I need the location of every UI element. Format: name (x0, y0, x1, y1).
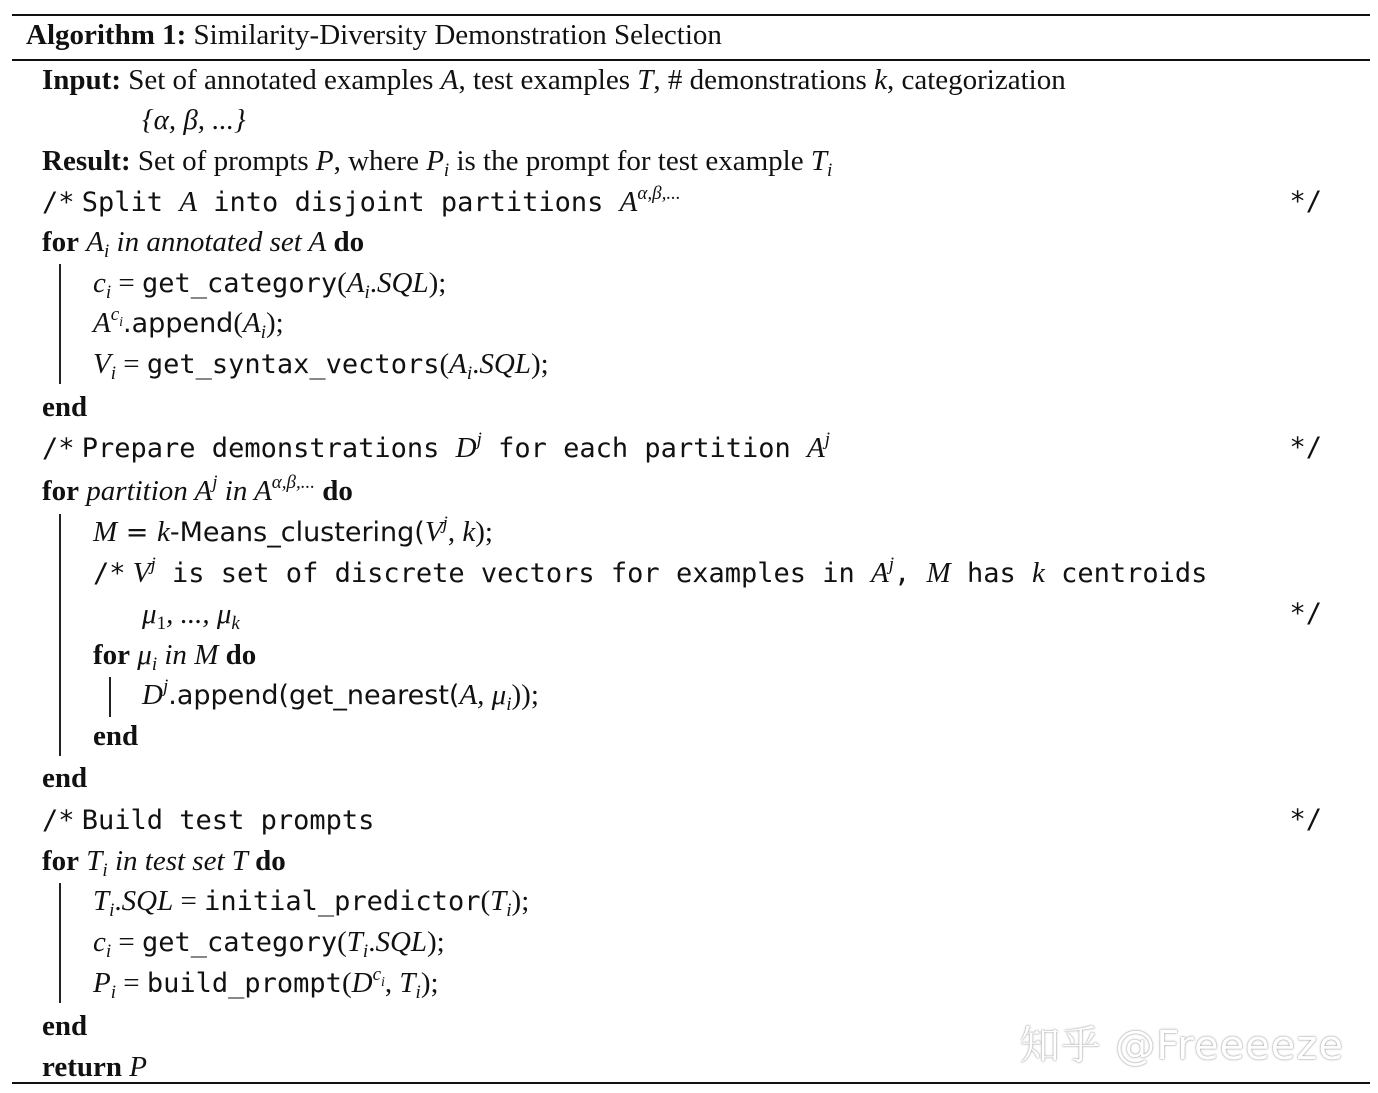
keyword-return: return (42, 1051, 123, 1083)
keyword-for: for (42, 475, 80, 507)
loop-var: T (86, 845, 103, 877)
superscript: j (212, 472, 218, 493)
superscript (372, 964, 385, 990)
comment-text: , ..., (166, 598, 217, 630)
var-t: T (399, 967, 416, 999)
result-var-pi: P (426, 145, 444, 177)
for-loop-2 (42, 473, 353, 509)
for-loop-inner (93, 637, 256, 673)
result-var-p: P (315, 145, 334, 177)
var-a: A (93, 307, 111, 339)
comment-var: μ (142, 598, 157, 630)
var-t: T (93, 885, 110, 917)
subscript: 1 (156, 613, 167, 634)
var-sql: SQL (479, 348, 531, 380)
keyword-for: for (93, 639, 131, 671)
func-name: initial_predictor (204, 886, 481, 917)
keyword-do: do (255, 845, 286, 877)
comment-open: /* (42, 805, 75, 836)
input-var-t: T (637, 64, 654, 96)
subscript: i (826, 160, 833, 181)
comment-text: Build test prompts (81, 805, 375, 836)
var-a: A (449, 348, 467, 380)
comment-build (42, 802, 374, 839)
result-text: , where (333, 145, 427, 177)
subscript: i (260, 322, 266, 343)
stmt-syntax-vectors: $V_i$ = $get\_syntax\_vectors(A_i.SQL)$; (93, 348, 549, 384)
loop-set: A (254, 475, 272, 507)
for-loop-1 (42, 224, 364, 260)
stmt-build-prompt: $P_i$ = $build\_prompt(D^{c_i}$, $T_i$); (93, 964, 439, 1003)
superscript: j (442, 513, 448, 534)
loop-2-bar (59, 514, 61, 756)
comment-var: M (926, 557, 951, 589)
func-name: get_category (142, 268, 338, 299)
result-text: is the prompt for test example (449, 145, 811, 177)
stmt-append: $A^{c_i}.append(A_i)$; (93, 304, 284, 343)
func-name: .append(get_nearest( (168, 680, 460, 711)
var-v: V (424, 516, 443, 548)
comment-open: /* (42, 187, 75, 218)
stmt-nearest: $D^j.append(get\_nearest(A$, $\mu_i$)); (142, 676, 539, 715)
keyword-do: do (333, 226, 365, 258)
algorithm-header (26, 17, 722, 53)
end-loop-1: end (42, 391, 88, 423)
subscript: i (102, 860, 108, 881)
loop-text: in (217, 475, 255, 507)
comment-prepare (42, 430, 830, 467)
subscript: i (415, 982, 421, 1003)
comment-text: for each partition (481, 433, 807, 464)
result-var-ti: T (810, 145, 827, 177)
comment-var: k (1031, 557, 1045, 589)
var-sql: SQL (121, 885, 174, 917)
comment-text: is set of discrete vectors for examples in (155, 558, 872, 589)
func-name: -Means_clustering( (169, 517, 425, 548)
categorization-set: {α, β, ...} (142, 104, 246, 136)
subscript: i (506, 900, 512, 921)
var-t: T (490, 885, 507, 917)
subscript: k (231, 613, 240, 634)
keyword-for: for (42, 845, 80, 877)
header-rule (12, 59, 1370, 61)
sup-c: c (110, 304, 120, 325)
inner-loop-bar (109, 677, 111, 717)
comment-close: */ (1289, 804, 1322, 835)
comment-text: centroids (1044, 558, 1208, 589)
func-args: A, μ (459, 679, 507, 711)
input-var-k: k (874, 64, 887, 96)
func-name: get_category (142, 927, 338, 958)
func-name: build_prompt (146, 968, 342, 999)
algorithm-label: Algorithm 1: (26, 19, 187, 51)
comment-var: D (455, 432, 477, 464)
comment-split (42, 184, 681, 221)
var-t: T (346, 926, 363, 958)
comment-vj (93, 555, 1207, 592)
comment-close: */ (1289, 186, 1322, 217)
subscript: i (110, 982, 116, 1003)
var-c: c (93, 926, 106, 958)
input-line (42, 62, 1066, 98)
loop-text: partition (86, 475, 195, 507)
loop-var: A (194, 475, 213, 507)
sup-c: c (372, 964, 381, 985)
stmt-get-category: $c_i$ = $get\_category(A_i.SQL)$; (93, 267, 447, 303)
subscript: i (151, 654, 158, 675)
subscript: i (110, 363, 116, 384)
superscript: α,β,... (637, 183, 681, 204)
keyword-for: for (42, 226, 80, 258)
comment-var: μ (216, 598, 232, 630)
bottom-rule (12, 1082, 1370, 1084)
return-line (42, 1049, 147, 1085)
input-text: , test examples (458, 64, 638, 96)
var-sql: SQL (377, 267, 429, 299)
end-loop-3: end (42, 1010, 88, 1042)
var-c: c (93, 267, 106, 299)
equals: = (117, 517, 157, 548)
subscript: i (104, 241, 110, 262)
var-v: V (93, 348, 111, 380)
var-a: A (346, 267, 365, 299)
subscript: i (109, 900, 115, 921)
subscript: i (105, 282, 112, 303)
loop-text: in test set (107, 845, 232, 877)
loop-text: in (157, 639, 195, 671)
for-loop-3 (42, 843, 286, 879)
superscript: j (476, 429, 482, 450)
subscript: i (362, 941, 369, 962)
superscript: j (824, 429, 830, 450)
loop-text: in annotated set (109, 226, 309, 258)
superscript: j (888, 554, 895, 575)
comment-open: /* (42, 433, 75, 464)
var-sql: SQL (375, 926, 428, 958)
input-text: , # demonstrations (653, 64, 875, 96)
comment-close: */ (1289, 432, 1322, 463)
comment-var: A (871, 557, 889, 589)
superscript: j (150, 554, 156, 575)
var-d: D (142, 679, 163, 711)
var-a: A (243, 307, 261, 339)
var-m: M (93, 516, 118, 548)
superscript (110, 304, 124, 330)
input-label: Input: (42, 64, 121, 96)
watermark: 知乎 @Freeeeze (1019, 1023, 1344, 1069)
subscript: i (466, 363, 473, 384)
var-d: D (351, 967, 373, 999)
comment-text: into disjoint partitions (197, 187, 620, 218)
keyword-do: do (225, 639, 257, 671)
loop-var: A (86, 226, 104, 258)
end-inner-loop: end (93, 720, 139, 752)
superscript: α,β,... (271, 472, 315, 493)
return-value: P (129, 1051, 147, 1083)
subscript: i (105, 941, 112, 962)
result-label: Result: (42, 145, 131, 177)
superscript: j (162, 676, 169, 697)
result-line (42, 143, 832, 179)
comment-var: A (806, 432, 825, 464)
comment-text: Prepare demonstrations (81, 433, 456, 464)
stmt-kmeans: $M = k-Means\_clustering(V^j$, k); (93, 513, 493, 548)
func-name: .append (123, 308, 234, 339)
result-text: Set of prompts (137, 145, 316, 177)
subscript: i (119, 315, 124, 330)
var-p: P (93, 967, 111, 999)
subscript: i (443, 160, 450, 181)
end-loop-2: end (42, 762, 88, 794)
comment-var: A (179, 186, 198, 218)
subscript: i (364, 282, 370, 303)
comment-text: has (950, 558, 1032, 589)
stmt-get-category-2: $c_i$ = $get\_category(T_i.SQL)$; (93, 926, 445, 962)
loop-3-bar (59, 883, 61, 1003)
comment-open: /* (93, 558, 126, 589)
comment-vj-cont (142, 596, 240, 632)
input-categorization (142, 102, 246, 138)
var-k: k (462, 516, 476, 548)
keyword-do: do (322, 475, 353, 507)
loop-set: M (194, 639, 219, 671)
var-k: k (156, 516, 170, 548)
loop-set: T (231, 845, 248, 877)
input-var-a: A (440, 64, 459, 96)
input-text: Set of annotated examples (128, 64, 441, 96)
subscript: i (506, 694, 512, 715)
algorithm-title: Similarity-Diversity Demonstration Selection (193, 19, 722, 51)
loop-set: A (308, 226, 327, 258)
loop-var: μ (137, 639, 152, 671)
subscript: i (381, 975, 385, 990)
input-text: , categorization (886, 64, 1066, 96)
loop-1-bar (59, 264, 61, 384)
comment-close: */ (1289, 598, 1322, 629)
stmt-initial-predictor: $T_i.SQL$ = $initial\_predictor(T_i)$; (93, 885, 530, 921)
comment-text: , (894, 558, 927, 589)
comment-text: Split (81, 187, 180, 218)
func-name: get_syntax_vectors (146, 349, 440, 380)
top-rule (12, 14, 1370, 16)
comment-var: A (619, 186, 638, 218)
comment-var: V (132, 557, 151, 589)
